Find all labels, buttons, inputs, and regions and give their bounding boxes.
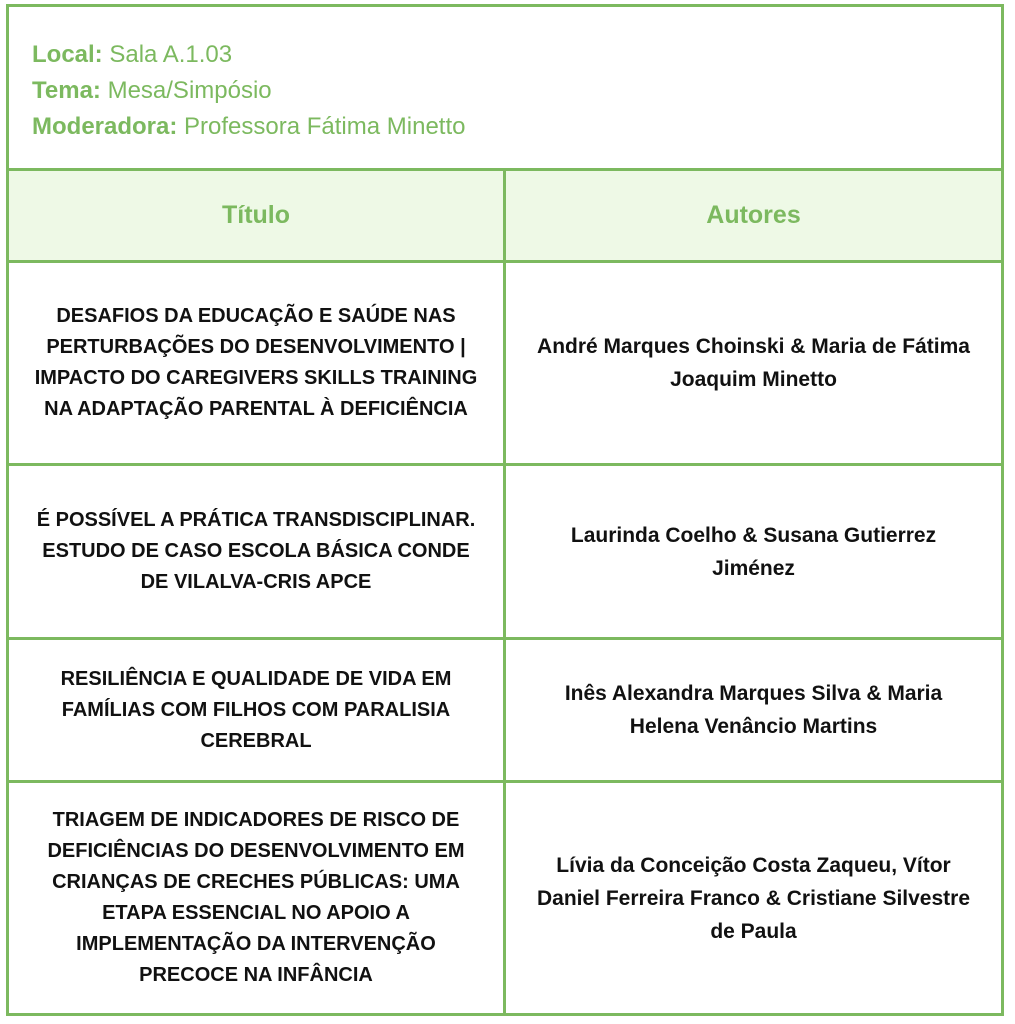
local-value: Sala A.1.03 bbox=[109, 41, 233, 68]
table-row-authors: Inês Alexandra Marques Silva & Maria Helena Venâncio Martins bbox=[506, 640, 1001, 783]
column-header-authors: Autores bbox=[506, 171, 1001, 263]
tema-label: Tema: bbox=[32, 77, 101, 104]
local-line bbox=[32, 37, 1001, 73]
table-row-authors: Laurinda Coelho & Susana Gutierrez Jiménez bbox=[506, 466, 1001, 640]
table-row-authors: André Marques Choinski & Maria de Fátima Joaquim Minetto bbox=[506, 263, 1001, 466]
tema-line bbox=[32, 73, 1001, 109]
column-header-title: Título bbox=[9, 171, 506, 263]
presentations-table bbox=[9, 171, 1001, 1013]
moderadora-line bbox=[32, 109, 1001, 145]
table-row-title: É POSSÍVEL A PRÁTICA TRANSDISCIPLINAR. ESTUDO DE CASO ESCOLA BÁSICA CONDE DE VILALVA-CRIS APCE bbox=[9, 466, 506, 640]
table-row-title: RESILIÊNCIA E QUALIDADE DE VIDA EM FAMÍLIAS COM FILHOS COM PARALISIA CEREBRAL bbox=[9, 640, 506, 783]
tema-value: Mesa/Simpósio bbox=[107, 77, 272, 104]
moderadora-label: Moderadora: bbox=[32, 113, 178, 140]
table-row-authors: Lívia da Conceição Costa Zaqueu, Vítor Daniel Ferreira Franco & Cristiane Silvestre de Paula bbox=[536, 853, 970, 943]
moderadora-value: Professora Fátima Minetto bbox=[184, 113, 466, 140]
session-info bbox=[9, 7, 1001, 171]
local-label: Local: bbox=[32, 41, 103, 68]
session-table-frame bbox=[6, 4, 1004, 1016]
table-row-title: DESAFIOS DA EDUCAÇÃO E SAÚDE NAS PERTURBAÇÕES DO DESENVOLVIMENTO | IMPACTO DO CAREGIVERS SKILLS TRAINING NA ADAPTAÇÃO PARENTAL À DEFICIÊNCIA bbox=[9, 263, 506, 466]
table-row-title: TRIAGEM DE INDICADORES DE RISCO DE DEFICIÊNCIAS DO DESENVOLVIMENTO EM CRIANÇAS DE CRECHES PÚBLICAS: UMA ETAPA ESSENCIAL NO APOIO A IMPLEMENTAÇÃO DA INTERVENÇÃO PRECOCE NA INFÂNCIA bbox=[9, 783, 506, 1013]
